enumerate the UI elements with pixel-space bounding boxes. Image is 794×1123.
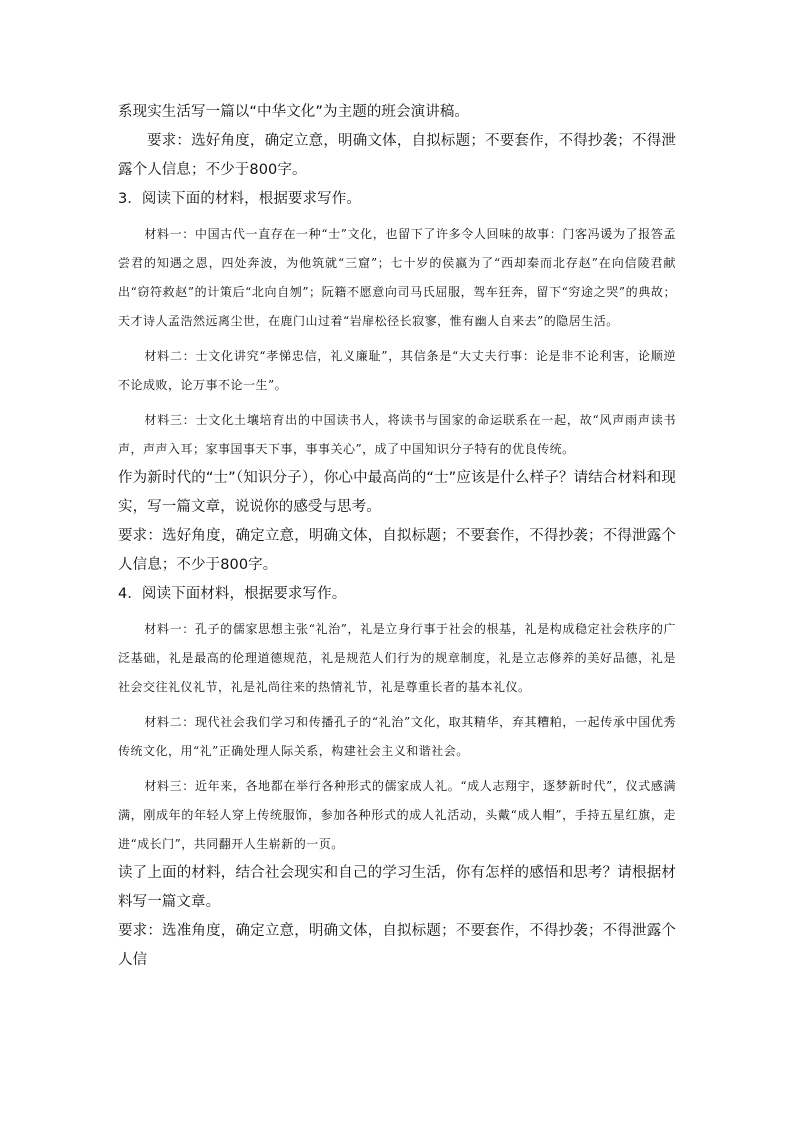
q3-material-2: 材料二：士文化讲究“孝悌忠信，礼义廉耻”，其信条是“大丈夫行事：论是非不论利害，论顺逆不论成败，论万事不论一生”。 xyxy=(118,349,676,392)
document-body xyxy=(118,98,676,975)
q3-material-1: 材料一：中国古代一直存在一种“士”文化，也留下了许多令人回味的故事：门客冯谖为了报答孟尝君的知遇之恩，四处奔波，为他筑就“三窟”；七十岁的侯嬴为了“西却秦而北存赵”在向信陵君献出“窃符救赵”的计策后“北向自刎”；阮籍不愿意向司马氏屈服，驾车狂奔，留下“穷途之哭”的典故；天才诗人孟浩然远离尘世，在鹿门山过着“岩扉松径长寂寥，惟有幽人自来去”的隐居生活。 xyxy=(118,227,676,328)
q4-requirement: 要求：选准角度，确定立意，明确文体，自拟标题；不要套作，不得抄袭；不得泄露个人信 xyxy=(118,923,676,968)
q3-requirement: 要求：选好角度，确定立意，明确文体，自拟标题；不要套作，不得抄袭；不得泄露个人信息；不少于800字。 xyxy=(118,528,676,573)
q4-material-3: 材料三：近年来，各地都在举行各种形式的儒家成人礼。“成人志翔宇，逐梦新时代”，仪式感满满，刚成年的年轻人穿上传统服饰，参加各种形式的成人礼活动，头戴“成人帽”，手持五星红旗，走进“成长门”，共同翻开人生崭新的一页。 xyxy=(118,779,676,851)
q3-heading: 3．阅读下面的材料，根据要求写作。 xyxy=(118,191,361,207)
q2-requirement: 要求：选好角度，确定立意，明确文体，自拟标题；不要套作，不得抄袭；不得泄露个人信息；不少于800字。 xyxy=(118,133,676,178)
q3-material-3: 材料三：士文化土壤培育出的中国读书人，将读书与国家的命运联系在一起，故“风声雨声读书声，声声入耳；家事国事天下事，事事关心”，成了中国知识分子特有的优良传统。 xyxy=(118,413,676,456)
q4-material-2: 材料二：现代社会我们学习和传播孔子的“礼治”文化，取其精华，弃其糟粕，一起传承中国优秀传统文化，用“礼”正确处理人际关系，构建社会主义和谐社会。 xyxy=(118,715,676,758)
q4-material-1: 材料一：孔子的儒家思想主张“礼治”，礼是立身行事于社会的根基，礼是构成稳定社会秩序的广泛基础，礼是最高的伦理道德规范，礼是规范人们行为的规章制度，礼是立志修养的美好品德，礼是社会交往礼仪礼节，礼是礼尚往来的热情礼节，礼是尊重长者的基本礼仪。 xyxy=(118,622,676,694)
q3-prompt: 作为新时代的“士”（知识分子），你心中最高尚的“士”应该是什么样子？请结合材料和现实，写一篇文章，说说你的感受与思考。 xyxy=(118,470,676,515)
q4-heading: 4．阅读下面材料，根据要求写作。 xyxy=(118,586,347,602)
q4-prompt: 读了上面的材料，结合社会现实和自己的学习生活，你有怎样的感悟和思考？请根据材料写一篇文章。 xyxy=(118,865,676,910)
intro-tail-text: 系现实生活写一篇以“中华文化”为主题的班会演讲稿。 xyxy=(118,104,470,120)
